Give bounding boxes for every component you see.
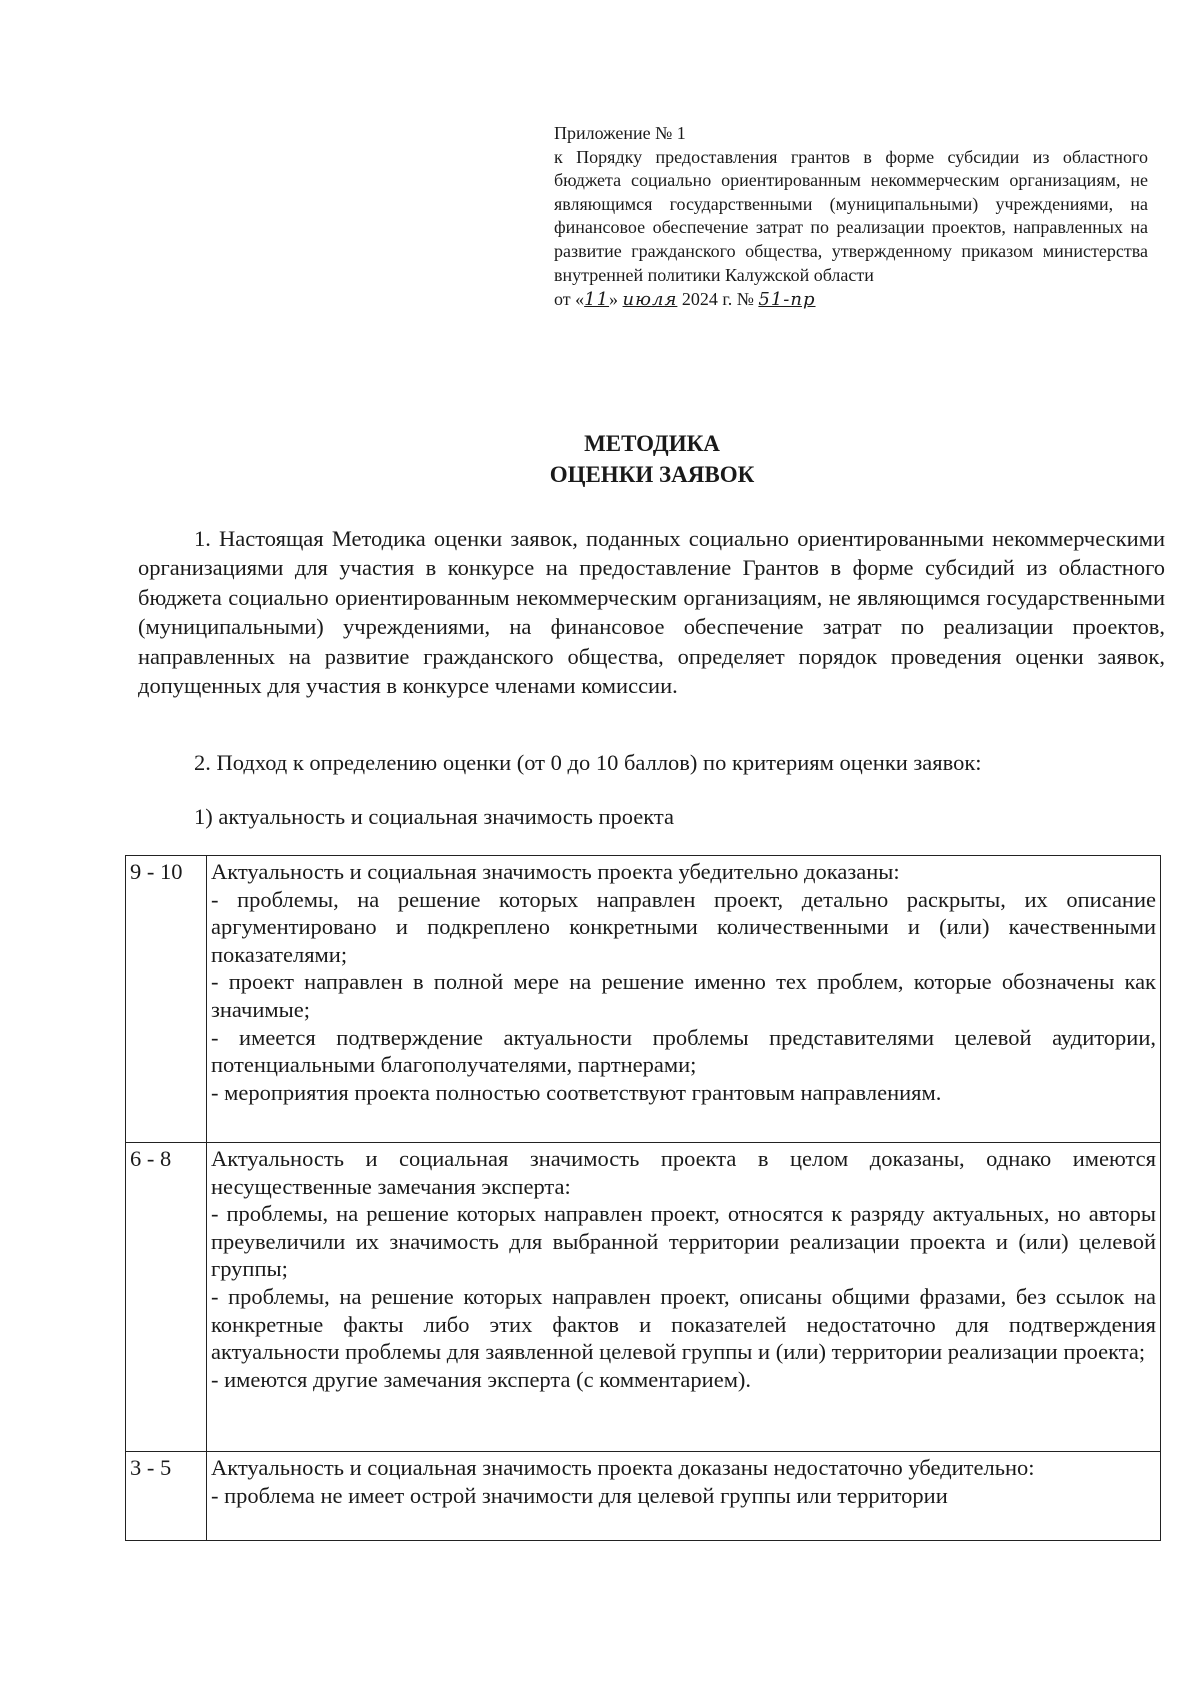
table-row	[126, 1143, 1161, 1452]
criteria-table	[125, 855, 1161, 1541]
description-cell	[207, 1143, 1161, 1452]
paragraph-1: 1. Настоящая Методика оценки заявок, поданных социально ориентированными некоммерческими организациями для участия в конкурсе на предоставление Грантов в форме субсидий из областного бюджета социально ориентированным некоммерческим организациям, не являющимся государственными (муниципальными) учреждениями, на финансовое обеспечение затрат по реализации проектов, направленных на развитие гражданского общества, определяет порядок проведения оценки заявок, допущенных для участия в конкурсе членами комиссии.	[138, 526, 1165, 699]
score-cell: 3 - 5	[126, 1452, 207, 1541]
description-line: - проект направлен в полной мере на решение именно тех проблем, которые обозначены как значимые;	[211, 969, 1156, 1022]
description-cell	[207, 1452, 1161, 1541]
description-line: Актуальность и социальная значимость проекта в целом доказаны, однако имеются несущественные замечания эксперта:	[211, 1146, 1156, 1199]
document-title-line2: ОЦЕНКИ ЗАЯВОК	[549, 462, 755, 487]
description-line: Актуальность и социальная значимость проекта убедительно доказаны:	[211, 859, 900, 884]
description-cell	[207, 856, 1161, 1143]
score-cell: 6 - 8	[126, 1143, 207, 1452]
description-line: - проблема не имеет острой значимости для целевой группы или территории	[211, 1482, 948, 1508]
appendix-text: к Порядку предоставления грантов в форме субсидии из областного бюджета социально ориентированным некоммерческим организациям, не являющимся государственными (муниципальными) учреждениями, на финансовое обеспечение затрат по реализации проектов, направленных на развитие гражданского общества, утвержденному приказом министерства внутренней политики Калужской области	[554, 146, 1148, 285]
table-row	[126, 856, 1161, 1143]
description-line: - проблемы, на решение которых направлен проект, относятся к разряду актуальных, но авторы преувеличили их значимость для выбранной территории реализации проекта и (или) целевой группы;	[211, 1201, 1156, 1282]
date-prefix: от «	[554, 289, 585, 310]
paragraph-2: 2. Подход к определению оценки (от 0 до 10 баллов) по критериям оценки заявок:	[194, 750, 982, 775]
table-row	[126, 1452, 1161, 1541]
date-number: 51-пр	[758, 289, 816, 311]
date-month: июля	[622, 289, 678, 311]
description-line: - проблемы, на решение которых направлен проект, описаны общими фразами, без ссылок на конкретные факты либо этих фактов и показателей недостаточно для подтверждения актуальности проблемы для заявленной целевой группы и (или) территории реализации проекта;	[211, 1283, 1156, 1365]
date-day: 11	[584, 289, 610, 311]
appendix-title: Приложение № 1	[554, 123, 686, 143]
description-line: - проблемы, на решение которых направлен проект, детально раскрыты, их описание аргументировано и подкреплено конкретными количественными и (или) качественными показателями;	[211, 886, 1156, 967]
description-line: - мероприятия проекта полностью соответствуют грантовым направлениям.	[211, 1079, 942, 1105]
date-year: 2024 г. №	[677, 289, 759, 310]
document-title-line1: МЕТОДИКА	[584, 431, 720, 456]
description-line: - имеется подтверждение актуальности проблемы представителями целевой аудитории, потенциальными благополучателями, партнерами;	[211, 1024, 1156, 1078]
appendix-block	[554, 122, 1148, 312]
description-line: - имеются другие замечания эксперта (с комментарием).	[211, 1366, 752, 1392]
date-mid: »	[609, 289, 623, 310]
score-cell: 9 - 10	[126, 856, 207, 1143]
appendix-date	[554, 288, 1148, 312]
description-line: Актуальность и социальная значимость проекта доказаны недостаточно убедительно:	[211, 1455, 1035, 1480]
paragraph-3: 1) актуальность и социальная значимость проекта	[194, 804, 675, 829]
